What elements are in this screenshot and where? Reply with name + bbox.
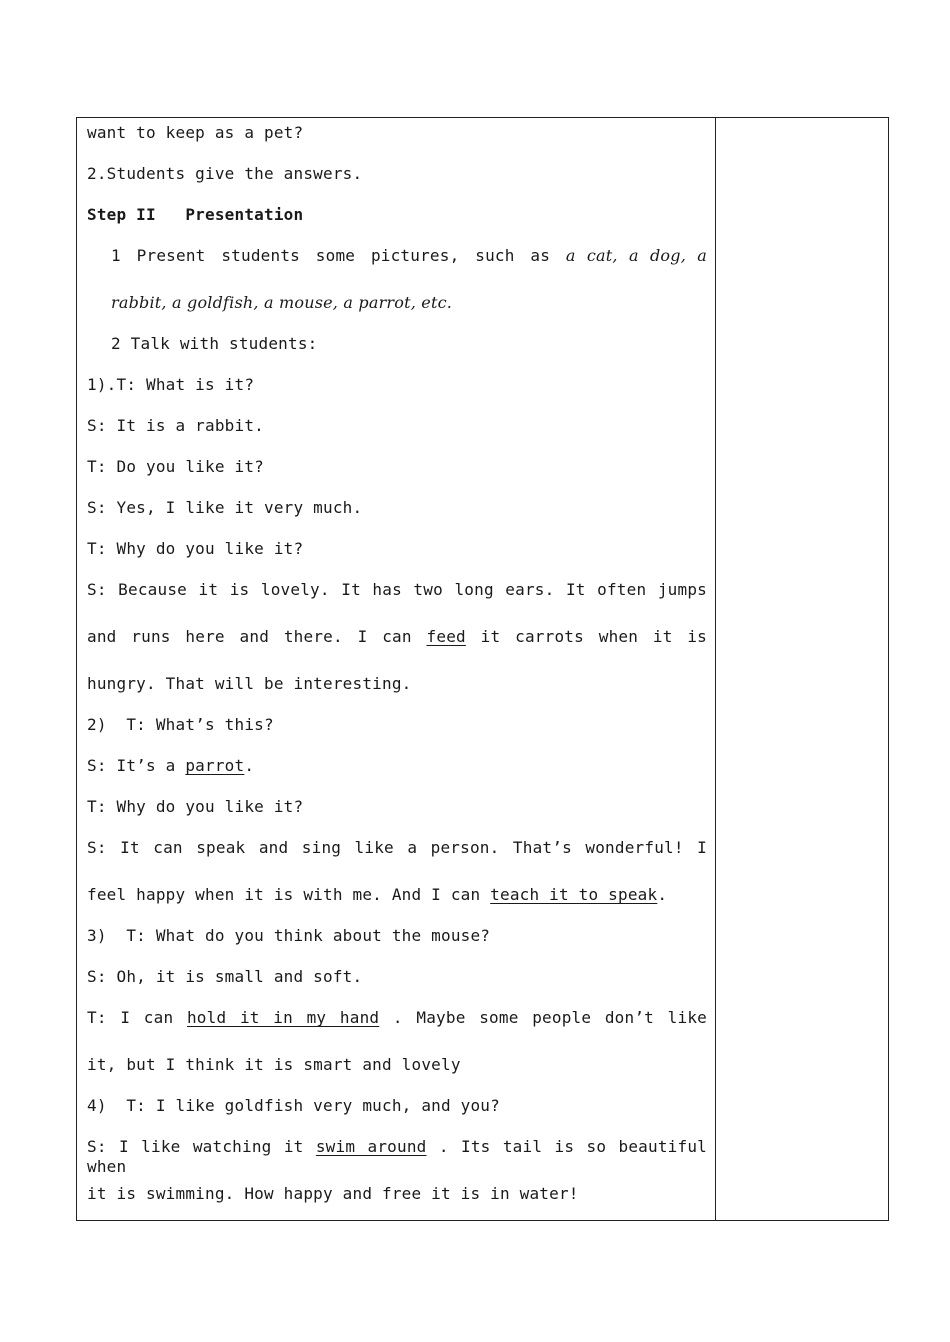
dialogue-line bbox=[87, 756, 254, 776]
dialogue-line bbox=[87, 1137, 707, 1177]
lesson-plan-table bbox=[76, 117, 889, 1221]
step-heading: Step II Presentation bbox=[87, 205, 304, 224]
dialogue-line: 1).T: What is it? bbox=[87, 375, 255, 394]
text-line: want to keep as a pet? bbox=[87, 123, 304, 142]
pet-list-italic: a cat, a dog, a bbox=[565, 246, 707, 265]
dialogue-line bbox=[87, 885, 667, 905]
text-span: . bbox=[244, 756, 255, 775]
dialogue-line: S: It can speak and sing like a person. That’s wonderful! I bbox=[87, 838, 707, 857]
column-divider bbox=[715, 118, 716, 1220]
text-span: it carrots when it is bbox=[480, 627, 707, 646]
dialogue-line: it, but I think it is smart and lovely bbox=[87, 1055, 461, 1074]
underlined-phrase: teach it to speak bbox=[490, 885, 658, 904]
dialogue-line bbox=[87, 627, 707, 647]
text-span: and runs here and there. I can bbox=[87, 627, 412, 646]
dialogue-line: hungry. That will be interesting. bbox=[87, 674, 412, 693]
text-span: T: I can bbox=[87, 1008, 174, 1027]
point-number: 1 bbox=[111, 246, 121, 265]
dialogue-line: 2) T: What’s this? bbox=[87, 715, 274, 734]
text-span: . Its tail is so beautiful when bbox=[87, 1137, 707, 1176]
text-span: S: I like watching it bbox=[87, 1137, 304, 1156]
dialogue-line: T: Do you like it? bbox=[87, 457, 264, 476]
underlined-phrase: hold it in my hand bbox=[186, 1008, 380, 1027]
underlined-phrase: parrot bbox=[185, 756, 245, 775]
dialogue-line bbox=[87, 1008, 707, 1028]
dialogue-line: T: Why do you like it? bbox=[87, 797, 304, 816]
dialogue-line: S: Because it is lovely. It has two long ears. It often jumps bbox=[87, 580, 707, 599]
notes-cell bbox=[717, 118, 888, 1220]
underlined-phrase: swim around bbox=[315, 1137, 427, 1156]
text-span: Present students some pictures, such as bbox=[136, 246, 551, 265]
dialogue-line: T: Why do you like it? bbox=[87, 539, 304, 558]
text-span: . Maybe some people don’t like bbox=[392, 1008, 707, 1027]
text-span: S: It’s a bbox=[87, 756, 176, 775]
presentation-point-1 bbox=[111, 246, 707, 266]
dialogue-line: S: It is a rabbit. bbox=[87, 416, 264, 435]
presentation-point-2: 2 Talk with students: bbox=[111, 334, 318, 353]
text-line: 2.Students give the answers. bbox=[87, 164, 363, 183]
dialogue-line: S: Oh, it is small and soft. bbox=[87, 967, 363, 986]
underlined-phrase: feed bbox=[426, 627, 466, 646]
dialogue-line: 4) T: I like goldfish very much, and you? bbox=[87, 1096, 500, 1115]
text-span: feel happy when it is with me. And I can bbox=[87, 885, 481, 904]
dialogue-line: S: Yes, I like it very much. bbox=[87, 498, 363, 517]
text-span: . bbox=[657, 885, 668, 904]
dialogue-line: it is swimming. How happy and free it is in water! bbox=[87, 1184, 579, 1203]
pet-list-italic: rabbit, a goldfish, a mouse, a parrot, etc. bbox=[111, 293, 453, 312]
dialogue-line: 3) T: What do you think about the mouse? bbox=[87, 926, 491, 945]
